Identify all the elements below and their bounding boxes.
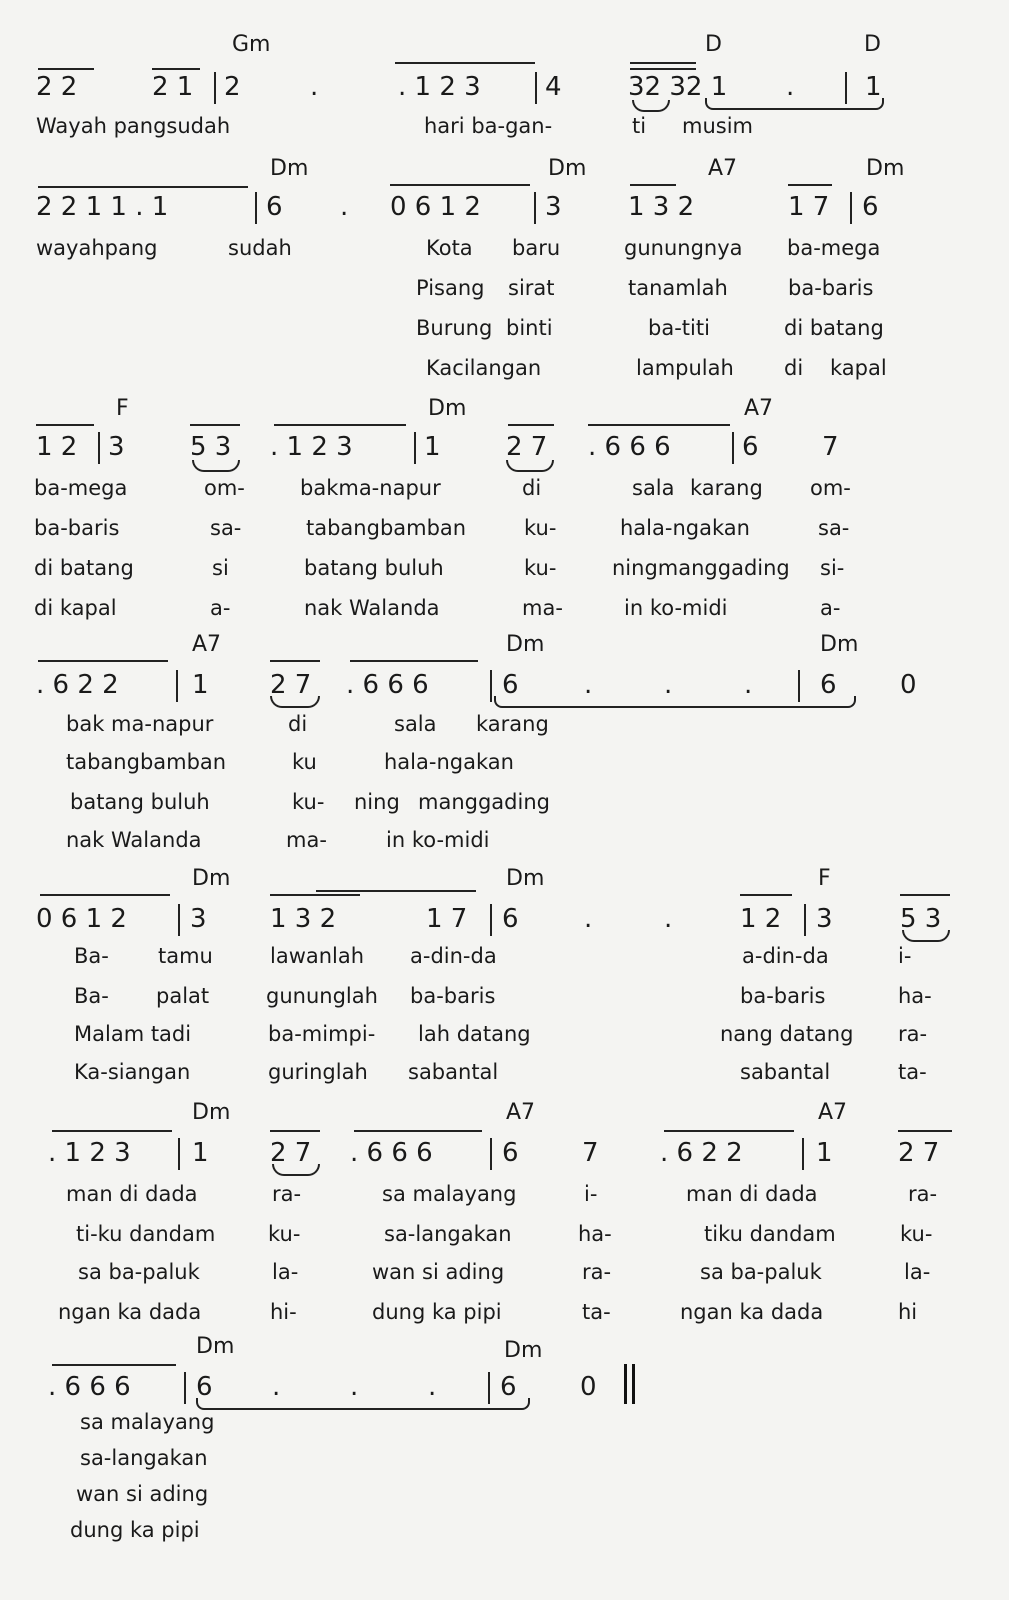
lyric: karang <box>476 712 549 736</box>
lyric: dung ka pipi <box>372 1300 502 1324</box>
lyric: di <box>784 356 804 380</box>
lyric: i- <box>898 944 912 968</box>
lyric: si <box>212 556 229 580</box>
note-group: 2 7 <box>506 432 548 462</box>
note-group: 3 <box>816 904 833 934</box>
note-group: 1 <box>192 670 209 700</box>
note-group: 6 <box>196 1372 213 1402</box>
note-group: 6 <box>820 670 837 700</box>
lyric: Wayah pangsudah <box>36 114 231 138</box>
note-group: . <box>340 192 349 222</box>
note-group: . <box>584 670 593 700</box>
lyric: sa- <box>210 516 242 540</box>
chord: Gm <box>232 32 271 57</box>
lyric: Ka-siangan <box>74 1060 191 1084</box>
lyric: ra- <box>272 1182 302 1206</box>
lyric: in ko-midi <box>624 596 728 620</box>
note-group: . <box>786 72 795 102</box>
lyric: Kota <box>426 236 473 260</box>
chord: A7 <box>708 156 738 181</box>
lyric: gununglah <box>266 984 378 1008</box>
note-group: 2 7 <box>270 670 312 700</box>
lyric: la- <box>272 1260 299 1284</box>
chord: Dm <box>192 866 231 891</box>
note-group: 0 6 1 2 <box>390 192 481 222</box>
note-group: 1 3 2 <box>270 904 337 934</box>
chord: F <box>818 866 831 891</box>
note-group: 5 3 <box>190 432 232 462</box>
lyric: batang buluh <box>304 556 444 580</box>
lyric: di batang <box>784 316 884 340</box>
lyric: a- <box>210 596 231 620</box>
lyric: nang datang <box>720 1022 854 1046</box>
lyric: sala <box>394 712 437 736</box>
lyric: nak Walanda <box>66 828 202 852</box>
lyric: ngan ka dada <box>58 1300 202 1324</box>
lyric: si- <box>820 556 845 580</box>
note-group: 6 <box>502 904 519 934</box>
lyric: Burung <box>416 316 493 340</box>
note-group: 2 2 1 1 . 1 <box>36 192 169 222</box>
lyric: binti <box>506 316 553 340</box>
lyric: hi- <box>270 1300 297 1324</box>
note-group: . 6 6 6 <box>346 670 429 700</box>
note-group: 3 <box>108 432 125 462</box>
chord: D <box>705 32 722 57</box>
lyric: wan si ading <box>372 1260 505 1284</box>
note-group: 1 <box>424 432 441 462</box>
lyric: sala <box>632 476 675 500</box>
lyric: i- <box>584 1182 598 1206</box>
lyric: lah datang <box>418 1022 531 1046</box>
note-group: 6 <box>502 1138 519 1168</box>
note-group: . <box>664 904 673 934</box>
note-group: 2 7 <box>898 1138 940 1168</box>
lyric: bak ma-napur <box>66 712 214 736</box>
note-group: 1 3 2 <box>628 192 695 222</box>
lyric: sa malayang <box>80 1410 215 1434</box>
chord: Dm <box>192 1100 231 1125</box>
note-group: 6 <box>502 670 519 700</box>
note-group: 2 7 <box>270 1138 312 1168</box>
note-group: . 6 6 6 <box>48 1372 131 1402</box>
lyric: di kapal <box>34 596 117 620</box>
lyric: guringlah <box>268 1060 368 1084</box>
note-group: 2 1 <box>152 72 194 102</box>
lyric: ningmanggading <box>612 556 790 580</box>
lyric: sa- <box>818 516 850 540</box>
lyric: ta- <box>898 1060 927 1084</box>
chord: A7 <box>506 1100 536 1125</box>
lyric: ti-ku dandam <box>76 1222 216 1246</box>
chord: A7 <box>192 632 222 657</box>
lyric: ning <box>354 790 400 814</box>
lyric: tanamlah <box>628 276 728 300</box>
note-group: 1 <box>865 72 882 102</box>
note-group: 0 <box>580 1372 597 1402</box>
lyric: nak Walanda <box>304 596 440 620</box>
lyric: ku- <box>900 1222 933 1246</box>
lyric: hi <box>898 1300 918 1324</box>
lyric: ku- <box>524 516 557 540</box>
lyric: ti <box>632 114 647 138</box>
note-group: 5 3 <box>900 904 942 934</box>
lyric: Ba- <box>74 984 109 1008</box>
note-group: . 6 2 2 <box>36 670 119 700</box>
note-group: . <box>744 670 753 700</box>
lyric: dung ka pipi <box>70 1518 200 1542</box>
lyric: ba-mimpi- <box>268 1022 376 1046</box>
lyric: palat <box>156 984 210 1008</box>
lyric: ku <box>292 750 317 774</box>
lyric: ra- <box>582 1260 612 1284</box>
note-group: 6 <box>862 192 879 222</box>
lyric: ba-baris <box>34 516 120 540</box>
note-group: 7 <box>582 1138 599 1168</box>
lyric: manggading <box>418 790 550 814</box>
note-group: . 6 2 2 <box>660 1138 743 1168</box>
lyric: tabangbamban <box>306 516 467 540</box>
note-group: 3 <box>190 904 207 934</box>
lyric: di batang <box>34 556 134 580</box>
note-group: 6 <box>500 1372 517 1402</box>
note-group: . 1 2 3 <box>48 1138 131 1168</box>
lyric: sa ba-paluk <box>78 1260 200 1284</box>
lyric: ngan ka dada <box>680 1300 824 1324</box>
lyric: om- <box>810 476 851 500</box>
lyric: ba-baris <box>740 984 826 1008</box>
chord: F <box>116 396 129 421</box>
lyric: gunungnya <box>624 236 743 260</box>
lyric: man di dada <box>66 1182 198 1206</box>
note-group: 7 <box>822 432 839 462</box>
lyric: a-din-da <box>742 944 829 968</box>
lyric: ba-baris <box>788 276 874 300</box>
lyric: ta- <box>582 1300 611 1324</box>
lyric: wan si ading <box>76 1482 209 1506</box>
lyric: sa ba-paluk <box>700 1260 822 1284</box>
lyric: karang <box>690 476 763 500</box>
note-group: . <box>664 670 673 700</box>
note-group: 1 2 <box>740 904 782 934</box>
lyric: a-din-da <box>410 944 497 968</box>
lyric: sa malayang <box>382 1182 517 1206</box>
lyric: musim <box>682 114 753 138</box>
note-group: . <box>272 1372 281 1402</box>
note-group: 4 <box>545 72 562 102</box>
lyric: in ko-midi <box>386 828 490 852</box>
lyric: ba-mega <box>34 476 128 500</box>
lyric: Malam tadi <box>74 1022 192 1046</box>
note-group: 3 <box>545 192 562 222</box>
chord: D <box>864 32 881 57</box>
lyric: ra- <box>898 1022 928 1046</box>
note-group: . <box>584 904 593 934</box>
lyric: batang buluh <box>70 790 210 814</box>
lyric: di <box>288 712 308 736</box>
note-group: 2 <box>224 72 241 102</box>
lyric: hala-ngakan <box>384 750 514 774</box>
lyric: sa-langakan <box>384 1222 512 1246</box>
note-group: 0 <box>900 670 917 700</box>
lyric: di <box>522 476 542 500</box>
lyric: sa-langakan <box>80 1446 208 1470</box>
note-group: 1 2 <box>36 432 78 462</box>
lyric: ha- <box>578 1222 612 1246</box>
lyric: ba-titi <box>648 316 710 340</box>
chord: Dm <box>506 632 545 657</box>
lyric: om- <box>204 476 245 500</box>
lyric: ku- <box>268 1222 301 1246</box>
lyric: ku- <box>292 790 325 814</box>
chord: Dm <box>548 156 587 181</box>
lyric: man di dada <box>686 1182 818 1206</box>
lyric: hala-ngakan <box>620 516 750 540</box>
note-group: . <box>428 1372 437 1402</box>
note-group: 1 <box>816 1138 833 1168</box>
chord: Dm <box>270 156 309 181</box>
lyric: tamu <box>158 944 213 968</box>
lyric: sabantal <box>408 1060 499 1084</box>
lyric: lawanlah <box>270 944 365 968</box>
note-group: . 1 2 3 <box>270 432 353 462</box>
lyric: wayahpang <box>36 236 158 260</box>
lyric: ha- <box>898 984 932 1008</box>
chord: Dm <box>820 632 859 657</box>
chord: Dm <box>866 156 905 181</box>
lyric: ra- <box>908 1182 938 1206</box>
note-group: 1 <box>192 1138 209 1168</box>
note-group: 6 <box>742 432 759 462</box>
chord: Dm <box>196 1334 235 1359</box>
lyric: tiku dandam <box>704 1222 836 1246</box>
lyric: tabangbamban <box>66 750 227 774</box>
lyric: bakma-napur <box>300 476 441 500</box>
lyric: sudah <box>228 236 292 260</box>
lyric: Kacilangan <box>426 356 542 380</box>
note-group: . 6 6 6 <box>350 1138 433 1168</box>
lyric: la- <box>904 1260 931 1284</box>
note-group: . 1 2 3 <box>398 72 481 102</box>
chord: Dm <box>506 866 545 891</box>
note-group: 1 7 <box>426 904 468 934</box>
lyric: Pisang <box>416 276 485 300</box>
lyric: hari ba-gan- <box>424 114 553 138</box>
note-group: 32 32 1 <box>628 72 728 102</box>
note-group: . 6 6 6 <box>588 432 671 462</box>
lyric: sabantal <box>740 1060 831 1084</box>
lyric: a- <box>820 596 841 620</box>
chord: Dm <box>428 396 467 421</box>
lyric: ma- <box>522 596 563 620</box>
lyric: ba-baris <box>410 984 496 1008</box>
note-group: . <box>310 72 319 102</box>
note-group: 0 6 1 2 <box>36 904 127 934</box>
lyric: sirat <box>508 276 555 300</box>
lyric: Ba- <box>74 944 109 968</box>
lyric: ma- <box>286 828 327 852</box>
note-group: . <box>350 1372 359 1402</box>
lyric: lampulah <box>636 356 734 380</box>
chord: Dm <box>504 1338 543 1363</box>
note-group: 1 7 <box>788 192 830 222</box>
chord: A7 <box>744 396 774 421</box>
lyric: baru <box>512 236 561 260</box>
lyric: ku- <box>524 556 557 580</box>
chord: A7 <box>818 1100 848 1125</box>
lyric: kapal <box>830 356 887 380</box>
lyric: ba-mega <box>787 236 881 260</box>
note-group: 2 2 <box>36 72 78 102</box>
note-group: 6 <box>266 192 283 222</box>
